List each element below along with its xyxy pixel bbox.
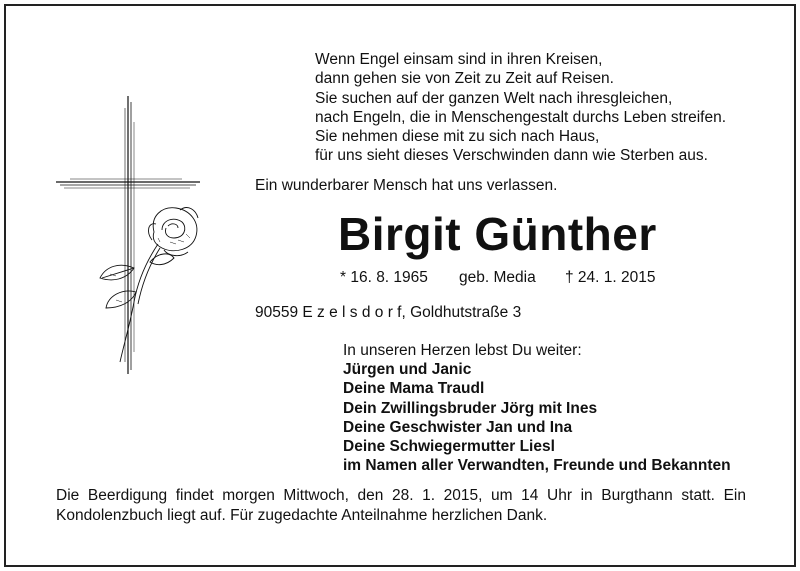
death-date: † 24. 1. 2015 <box>565 269 656 286</box>
poem-line: Sie suchen auf der ganzen Welt nach ihresgleichen, <box>315 89 673 107</box>
deceased-name: Birgit Günther <box>338 208 657 260</box>
birth-date: * 16. 8. 1965 <box>340 269 428 286</box>
mourner-name: Deine Geschwister Jan und Ina <box>343 418 573 436</box>
cross-icon <box>56 96 200 374</box>
mourner-name: Deine Mama Traudl <box>343 380 485 398</box>
mourner-name: Jürgen und Janic <box>343 361 472 379</box>
funeral-info: Die Beerdigung findet morgen Mittwoch, den 28. 1. 2015, um 14 Uhr in Burgthann statt. Ein Kondolenzbuch liegt auf. Für zugedachte Anteilnahme herzlichen Dank. <box>56 487 746 524</box>
poem-line: Wenn Engel einsam sind in ihren Kreisen, <box>315 51 603 68</box>
mourner-name: im Namen aller Verwandten, Freunde und Bekannten <box>343 457 731 475</box>
poem-line: für uns sieht dieses Verschwinden dann wie Sterben aus. <box>315 147 708 165</box>
poem-line: dann gehen sie von Zeit zu Zeit auf Reisen. <box>315 70 614 88</box>
cross-rose-illustration <box>50 92 210 382</box>
mourners <box>343 341 731 475</box>
rose-icon <box>100 208 198 362</box>
maiden-name: geb. Media <box>459 269 536 286</box>
address: 90559 E z e l s d o r f, Goldhutstraße 3 <box>255 304 522 321</box>
mourner-name: Deine Schwiegermutter Liesl <box>343 438 555 456</box>
mourner-name: Dein Zwillingsbruder Jörg mit Ines <box>343 399 598 417</box>
intro-text: Ein wunderbarer Mensch hat uns verlassen. <box>255 177 558 194</box>
poem-line: Sie nehmen diese mit zu sich nach Haus, <box>315 128 600 146</box>
mourners-intro: In unseren Herzen lebst Du weiter: <box>343 342 582 359</box>
poem <box>315 50 726 166</box>
poem-line: nach Engeln, die in Menschengestalt durchs Leben streifen. <box>315 108 727 126</box>
